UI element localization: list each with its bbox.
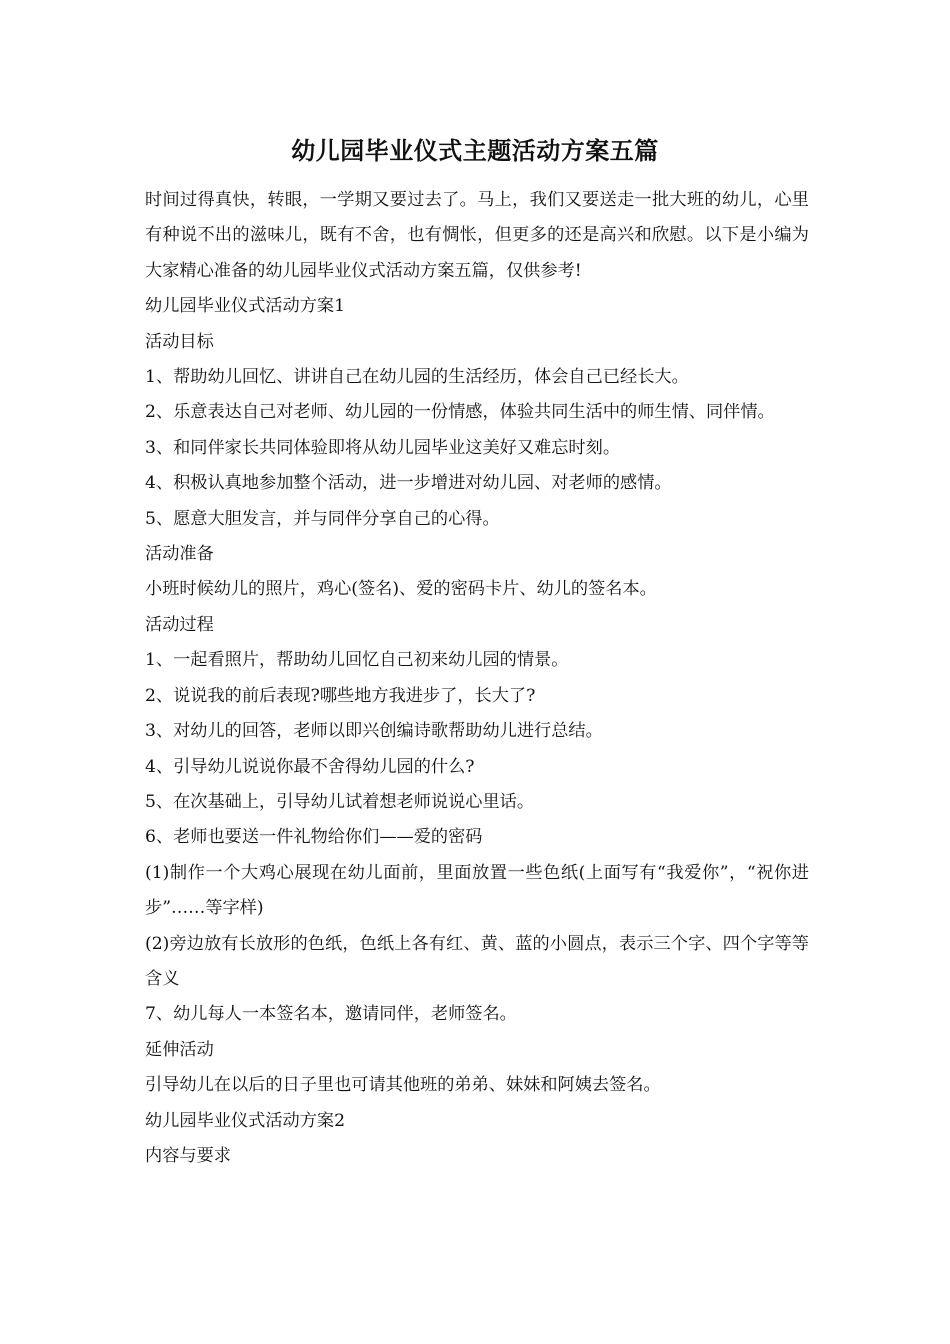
goal-item: 5、愿意大胆发言，并与同伴分享自己的心得。 [145,508,500,529]
process-subitem: (2)旁边放有长放形的色纸，色纸上各有红、黄、蓝的小圆点，表示三个字、四个字等等含义 [145,933,809,989]
goal-item: 2、乐意表达自己对老师、幼儿园的一份情感，体验共同生活中的师生情、同伴情。 [145,402,775,423]
process-item: 3、对幼儿的回答，老师以即兴创编诗歌帮助幼儿进行总结。 [145,721,603,742]
preparation-text: 小班时候幼儿的照片，鸡心(签名)、爱的密码卡片、幼儿的签名本。 [145,579,657,600]
subheading-extension: 延伸活动 [145,1039,214,1060]
process-item: 6、老师也要送一件礼物给你们——爱的密码 [145,827,483,848]
process-item: 7、幼儿每人一本签名本，邀请同伴，老师签名。 [145,1004,517,1025]
intro-paragraph: 时间过得真快，转眼，一学期又要过去了。马上，我们又要送走一批大班的幼儿，心里有种说不出的滋味儿，既有不舍，也有惆怅，但更多的还是高兴和欣慰。以下是小编为大家精心准备的幼儿园毕业仪式活动方案五篇，仅供参考! [145,190,809,281]
extension-text: 引导幼儿在以后的日子里也可请其他班的弟弟、妹妹和阿姨去签名。 [145,1075,661,1096]
process-item: 4、引导幼儿说说你最不舍得幼儿园的什么? [145,756,475,777]
goal-item: 3、和同伴家长共同体验即将从幼儿园毕业这美好又难忘时刻。 [145,437,621,458]
subheading-content: 内容与要求 [145,1145,231,1166]
document-body [145,183,809,1174]
process-subitem: (1)制作一个大鸡心展现在幼儿面前，里面放置一些色纸(上面写有“我爱你”，“祝你进步”……等字样) [145,862,809,919]
section-heading-plan-2: 幼儿园毕业仪式活动方案2 [145,1110,345,1131]
subheading-preparation: 活动准备 [145,544,214,565]
goal-item: 4、积极认真地参加整个活动，进一步增进对幼儿园、对老师的感情。 [145,473,672,494]
subheading-goals: 活动目标 [145,331,214,352]
process-item: 2、说说我的前后表现?哪些地方我进步了，长大了? [145,685,536,706]
process-item: 5、在次基础上，引导幼儿试着想老师说说心里话。 [145,791,535,812]
goal-item: 1、帮助幼儿回忆、讲讲自己在幼儿园的生活经历，体会自己已经长大。 [145,367,689,388]
section-heading-plan-1: 幼儿园毕业仪式活动方案1 [145,296,345,317]
document-title: 幼儿园毕业仪式主题活动方案五篇 [291,136,659,165]
subheading-process: 活动过程 [145,614,214,635]
process-item: 1、一起看照片，帮助幼儿回忆自己初来幼儿园的情景。 [145,650,569,671]
